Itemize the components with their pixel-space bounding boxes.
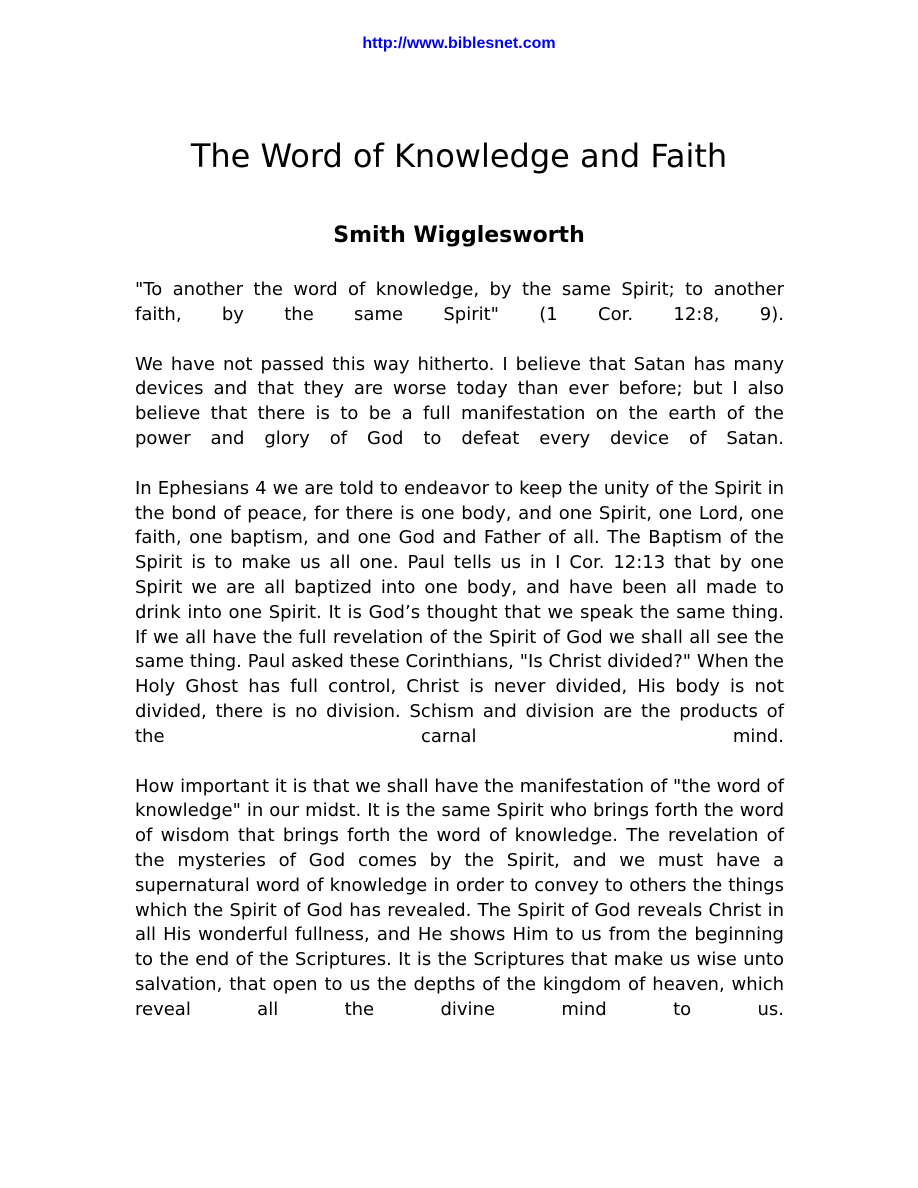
site-url-link[interactable]: http://www.biblesnet.com — [362, 35, 556, 52]
paragraph-satan-devices: We have not passed this way hitherto. I believe that Satan has many devices and that they are worse today than ever before; but I also believe that there is to be a full manifestation on the earth of the power and glory of God to defeat every device of Satan. — [135, 353, 784, 449]
paragraph-unity-of-spirit: In Ephesians 4 we are told to endeavor to keep the unity of the Spirit in the bond of peace, for there is one body, and one Spirit, one Lord, one faith, one baptism, and one God and Father of all. The Baptism of the Spirit is to make us all one. Paul tells us in I Cor. 12:13 that by one Spirit we are all baptized into one body, and have been all made to drink into one Spirit. It is God’s thought that we speak the same thing. If we all have the full revelation of the Spirit of God we shall all see the same thing. Paul asked these Corinthians, "Is Christ divided?" When the Holy Ghost has full control, Christ is never divided, His body is not divided, there is no division. Schism and division are the products of the carnal mind. — [135, 477, 784, 747]
document-title: The Word of Knowledge and Faith — [190, 137, 728, 175]
document-body — [135, 278, 784, 1048]
paragraph-word-of-knowledge: How important it is that we shall have the manifestation of "the word of knowledge" in our midst. It is the same Spirit who brings forth the word of wisdom that brings forth the word of knowledge. The revelation of the mysteries of God comes by the Spirit, and we must have a supernatural word of knowledge in order to convey to others the things which the Spirit of God has revealed. The Spirit of God reveals Christ in all His wonderful fullness, and He shows Him to us from the beginning to the end of the Scriptures. It is the Scriptures that make us wise unto salvation, that open to us the depths of the kingdom of heaven, which reveal all the divine mind to us. — [135, 775, 784, 1020]
paragraph-scripture-quote: "To another the word of knowledge, by the same Spirit; to another faith, by the same Spirit" (1 Cor. 12:8, 9). — [135, 279, 784, 325]
document-author: Smith Wigglesworth — [333, 223, 585, 248]
